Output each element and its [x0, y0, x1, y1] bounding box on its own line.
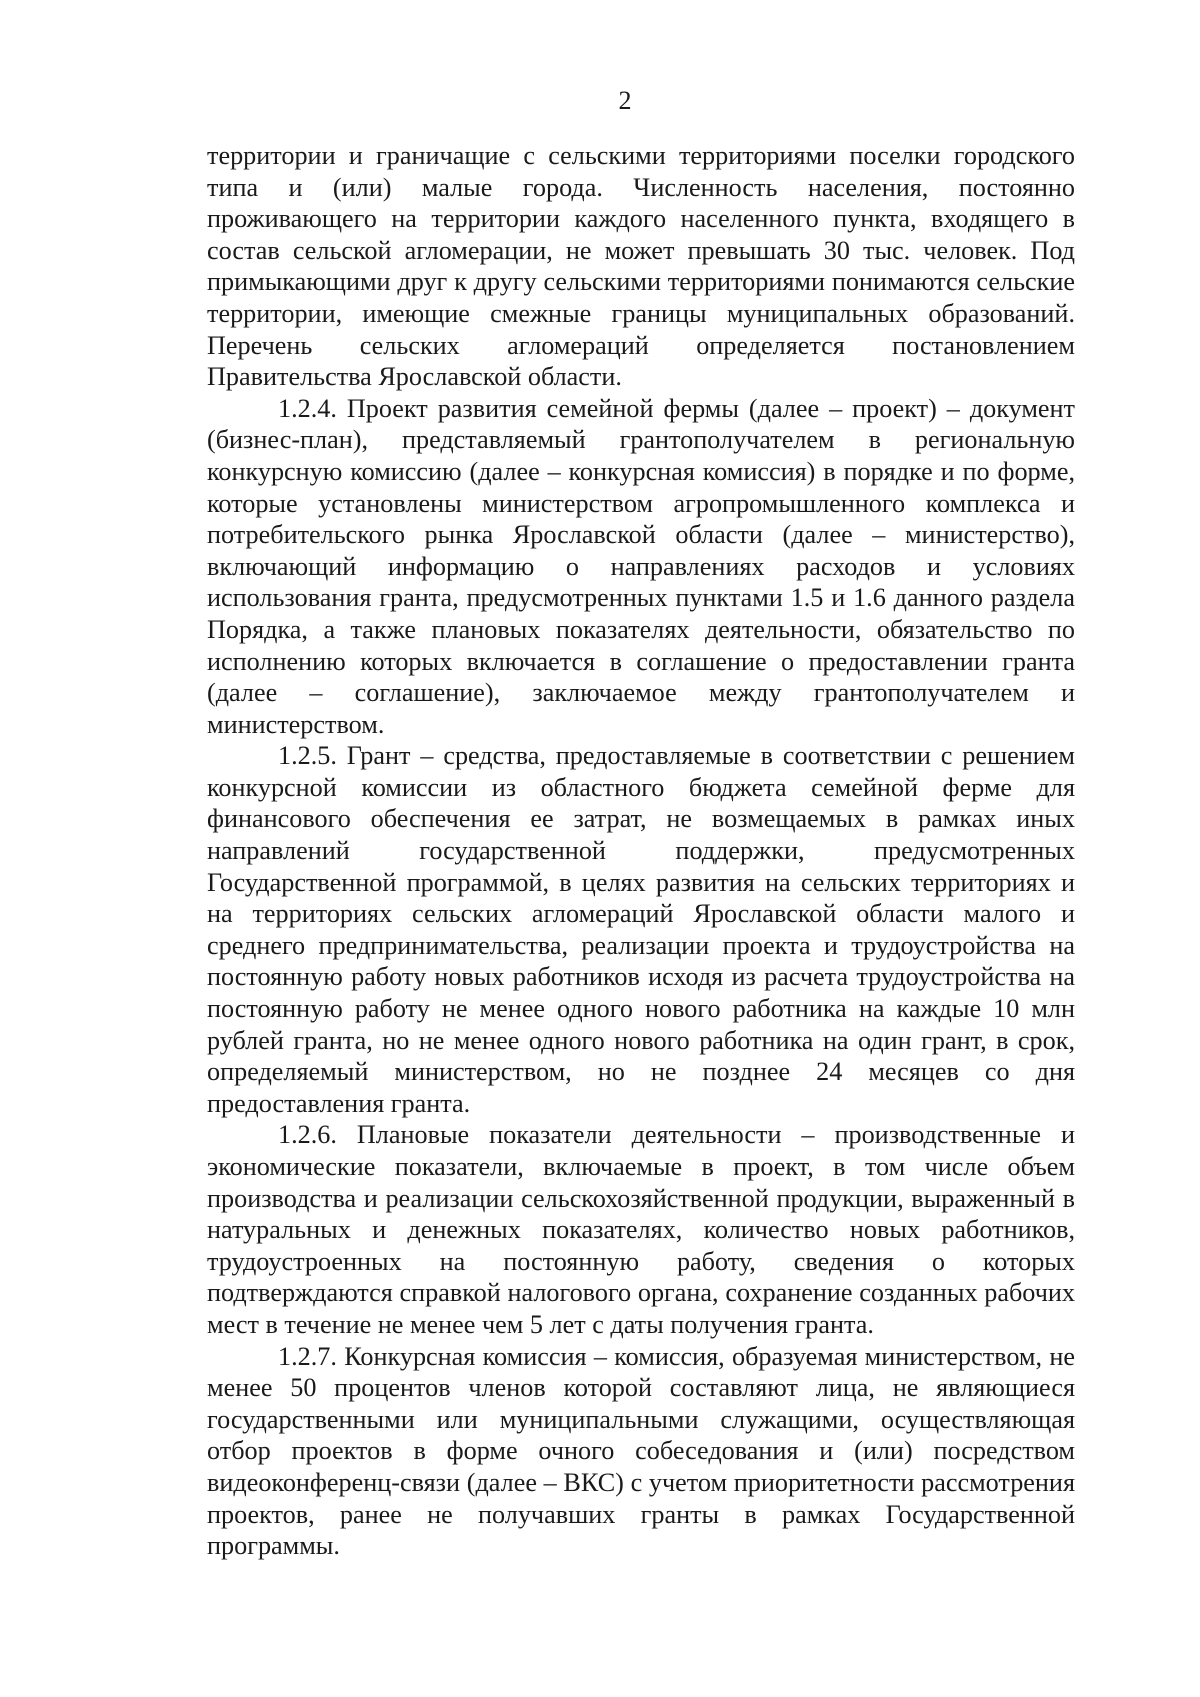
page-number: 2 [618, 86, 632, 115]
paragraph-agglomeration-continuation: территории и граничащие с сельскими территориями поселки городского типа и (или) малые города. Численность населения, постоянно проживающего на территории каждого населенного пункта, входящего в состав сельской агломерации, не может превышать 30 тыс. человек. Под примыкающими друг к другу сельскими территориями понимаются сельские территории, имеющие смежные границы муниципальных образований. Перечень сельских агломераций определяется постановлением Правительства Ярославской области. [207, 141, 1075, 392]
paragraph-1-2-5: 1.2.5. Грант – средства, предоставляемые в соответствии с решением конкурсной комиссии из областного бюджета семейной ферме для финансового обеспечения ее затрат, не возмещаемых в рамках иных направлений государственной поддержки, предусмотренных Государственной программой, в целях развития на сельских территориях и на территориях сельских агломераций Ярославской области малого и среднего предпринимательства, реализации проекта и трудоустройства на постоянную работу новых работников исходя из расчета трудоустройства на постоянную работу не менее одного нового работника на каждые 10 млн рублей гранта, но не менее одного нового работника на один грант, в срок, определяемый министерством, но не позднее 24 месяцев со дня предоставления гранта. [207, 741, 1075, 1118]
paragraph-1-2-6: 1.2.6. Плановые показатели деятельности – производственные и экономические показатели, включаемые в проект, в том числе объем производства и реализации сельскохозяйственной продукции, выраженный в натуральных и денежных показателях, количество новых работников, трудоустроенных на постоянную работу, сведения о которых подтверждаются справкой налогового органа, сохранение созданных рабочих мест в течение не менее чем 5 лет с даты получения гранта. [207, 1120, 1075, 1339]
document-body [207, 140, 1075, 1562]
paragraph-1-2-4: 1.2.4. Проект развития семейной фермы (далее – проект) – документ (бизнес-план), представляемый грантополучателем в региональную конкурсную комиссию (далее – конкурсная комиссия) в порядке и по форме, которые установлены министерством агропромышленного комплекса и потребительского рынка Ярославской области (далее – министерство), включающий информацию о направлениях расходов и условиях использования гранта, предусмотренных пунктами 1.5 и 1.6 данного раздела Порядка, а также плановых показателях деятельности, обязательство по исполнению которых включается в соглашение о предоставлении гранта (далее – соглашение), заключаемое между грантополучателем и министерством. [207, 393, 1075, 739]
paragraph-1-2-7: 1.2.7. Конкурсная комиссия – комиссия, образуемая министерством, не менее 50 процентов членов которой составляют лица, не являющиеся государственными или муниципальными служащими, осуществляющая отбор проектов в форме очного собеседования и (или) посредством видеоконференц-связи (далее – ВКС) с учетом приоритетности рассмотрения проектов, ранее не получавших гранты в рамках Государственной программы. [207, 1341, 1075, 1561]
